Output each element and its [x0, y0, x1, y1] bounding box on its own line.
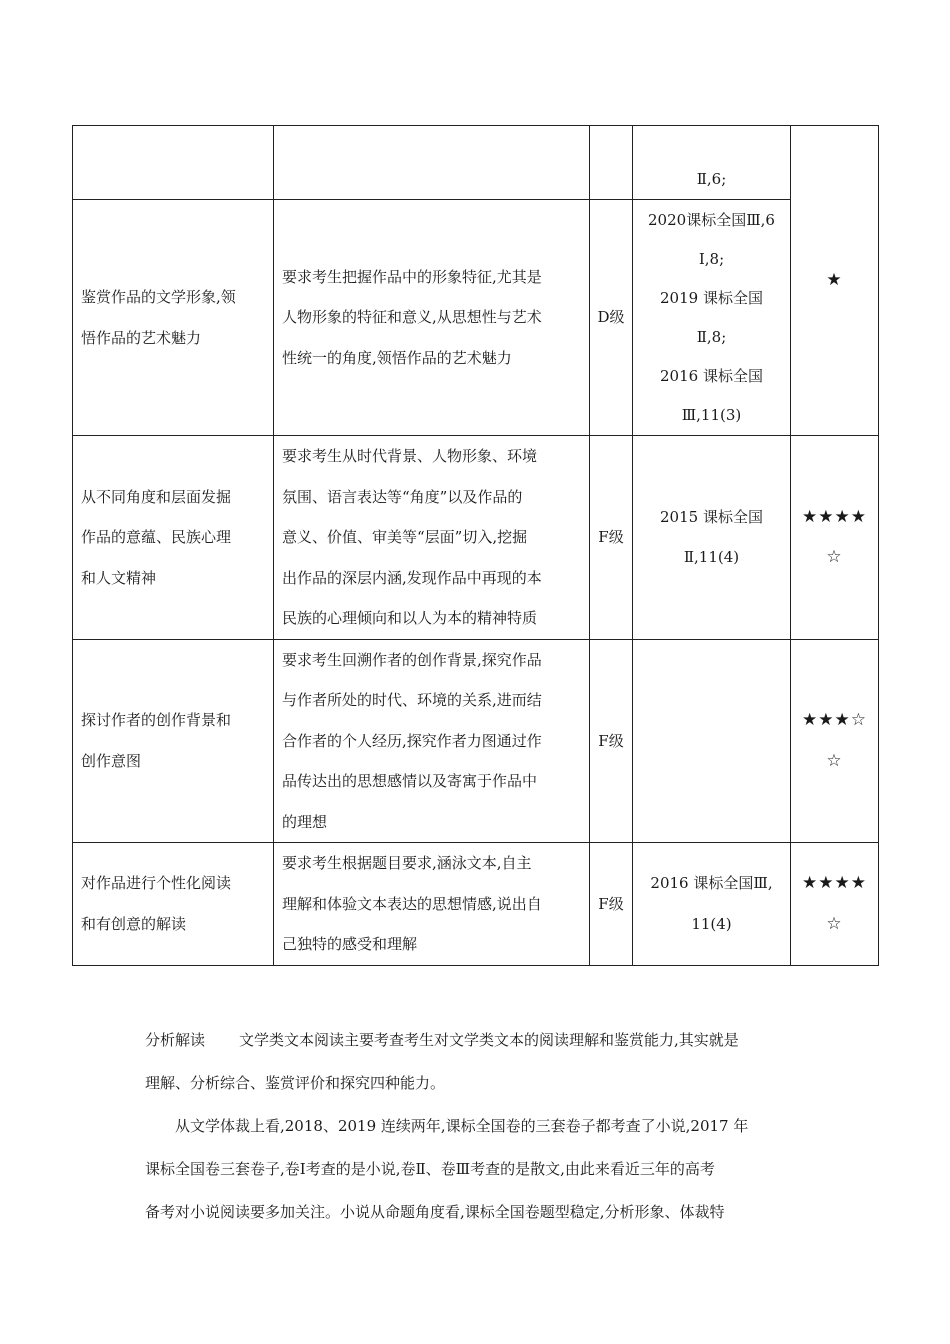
exam-line: 11(4) [691, 914, 732, 933]
ability-cell [73, 639, 274, 843]
ability-cell [73, 436, 274, 640]
stars-cell [791, 843, 879, 966]
exam-cell [633, 436, 791, 640]
exam-ability-table [72, 125, 879, 966]
exam-cell [633, 200, 791, 436]
ability-line: 悟作品的艺术魅力 [81, 328, 202, 347]
analysis-text: 课标全国卷三套卷子,卷Ⅰ考查的是小说,卷Ⅱ、卷Ⅲ考查的是散文,由此来看近三年的高考 [145, 1160, 715, 1178]
ability-cell [73, 200, 274, 436]
exam-line: 2016 课标全国 [660, 367, 763, 385]
ability-line: 探讨作者的创作背景和 [81, 711, 232, 730]
level-label: F级 [598, 894, 624, 913]
stars-cell [791, 639, 879, 843]
importance-stars: ☆ [826, 750, 843, 771]
ability-line: 和有创意的解读 [81, 914, 187, 933]
analysis-text: 理解、分析综合、鉴赏评价和探究四种能力。 [145, 1074, 446, 1092]
table-row [73, 843, 879, 966]
exam-line: Ⅰ,8; [698, 250, 725, 268]
exam-cell [633, 126, 791, 200]
importance-stars: ☆ [826, 913, 843, 934]
requirement-line: 己独特的感受和理解 [282, 935, 418, 953]
requirement-line: 出作品的深层内涵,发现作品中再现的本 [282, 568, 542, 587]
exam-line: Ⅲ,11(3) [681, 406, 742, 424]
level-label: F级 [598, 528, 624, 546]
requirement-line: 与作者所处的时代、环境的关系,进而结 [282, 691, 542, 709]
requirement-cell [274, 200, 590, 436]
importance-stars: ★ [826, 270, 843, 291]
exam-cell [633, 639, 791, 843]
requirement-cell [274, 639, 590, 843]
requirement-line: 的理想 [282, 812, 328, 831]
requirement-line: 要求考生回溯作者的创作背景,探究作品 [282, 650, 542, 669]
exam-line: Ⅱ,6; [696, 169, 727, 188]
exam-line: 2015 课标全国 [660, 507, 763, 526]
ability-line: 鉴赏作品的文学形象,领 [81, 288, 236, 306]
stars-cell [791, 126, 879, 436]
ability-cell [73, 843, 274, 966]
importance-stars: ★★★★ [802, 873, 867, 894]
importance-stars: ★★★★ [802, 506, 867, 527]
table-row [73, 639, 879, 843]
requirement-line: 要求考生从时代背景、人物形象、环境 [282, 447, 538, 465]
level-cell [590, 843, 633, 966]
requirement-cell [274, 126, 590, 200]
exam-line: Ⅱ,11(4) [683, 548, 740, 567]
requirement-line: 氛围、语言表达等“角度”以及作品的 [282, 487, 523, 506]
requirement-line: 品传达出的思想感情以及寄寓于作品中 [282, 772, 538, 790]
requirement-line: 意义、价值、审美等“层面”切入,挖掘 [282, 528, 528, 546]
ability-line: 和人文精神 [81, 568, 157, 587]
level-cell [590, 639, 633, 843]
level-cell [590, 200, 633, 436]
requirement-line: 人物形象的特征和意义,从思想性与艺术 [282, 308, 542, 327]
requirement-cell [274, 436, 590, 640]
analysis-heading: 分析解读 [145, 1031, 206, 1049]
ability-line: 从不同角度和层面发掘 [81, 487, 232, 506]
level-cell [590, 126, 633, 200]
exam-line: 2016 课标全国Ⅲ, [650, 874, 773, 893]
requirement-cell [274, 843, 590, 966]
exam-line: Ⅱ,8; [696, 328, 727, 346]
analysis-text: 文学类文本阅读主要考查考生对文学类文本的阅读理解和鉴赏能力,其实就是 [239, 1031, 739, 1049]
importance-stars: ★★★☆ [802, 710, 867, 731]
table-row [73, 436, 879, 640]
table-row [73, 126, 879, 200]
exam-line: 2020课标全国Ⅲ,6 [648, 211, 775, 229]
ability-line: 作品的意蕴、民族心理 [81, 528, 232, 546]
stars-cell [791, 436, 879, 640]
level-label: D级 [597, 308, 625, 327]
requirement-line: 合作者的个人经历,探究作者力图通过作 [282, 731, 542, 750]
analysis-paragraph-2 [145, 1105, 810, 1234]
importance-stars: ☆ [826, 547, 843, 568]
analysis-text: 备考对小说阅读要多加关注。小说从命题角度看,课标全国卷题型稳定,分析形象、体裁特 [145, 1203, 725, 1221]
level-cell [590, 436, 633, 640]
exam-line: 2019 课标全国 [660, 289, 763, 307]
ability-cell [73, 126, 274, 200]
requirement-line: 要求考生根据题目要求,涵泳文本,自主 [282, 854, 532, 872]
analysis-paragraph-1 [145, 1019, 810, 1105]
exam-cell [633, 843, 791, 966]
ability-line: 创作意图 [81, 751, 142, 770]
requirement-line: 理解和体验文本表达的思想情感,说出自 [282, 894, 542, 913]
analysis-text: 从文学体裁上看,2018、2019 连续两年,课标全国卷的三套卷子都考查了小说,2017 年 [175, 1117, 749, 1135]
requirement-line: 要求考生把握作品中的形象特征,尤其是 [282, 267, 542, 286]
requirement-line: 民族的心理倾向和以人为本的精神特质 [282, 609, 538, 627]
requirement-line: 性统一的角度,领悟作品的艺术魅力 [282, 348, 512, 367]
ability-line: 对作品进行个性化阅读 [81, 874, 232, 893]
table-row [73, 200, 879, 436]
level-label: F级 [598, 731, 624, 750]
